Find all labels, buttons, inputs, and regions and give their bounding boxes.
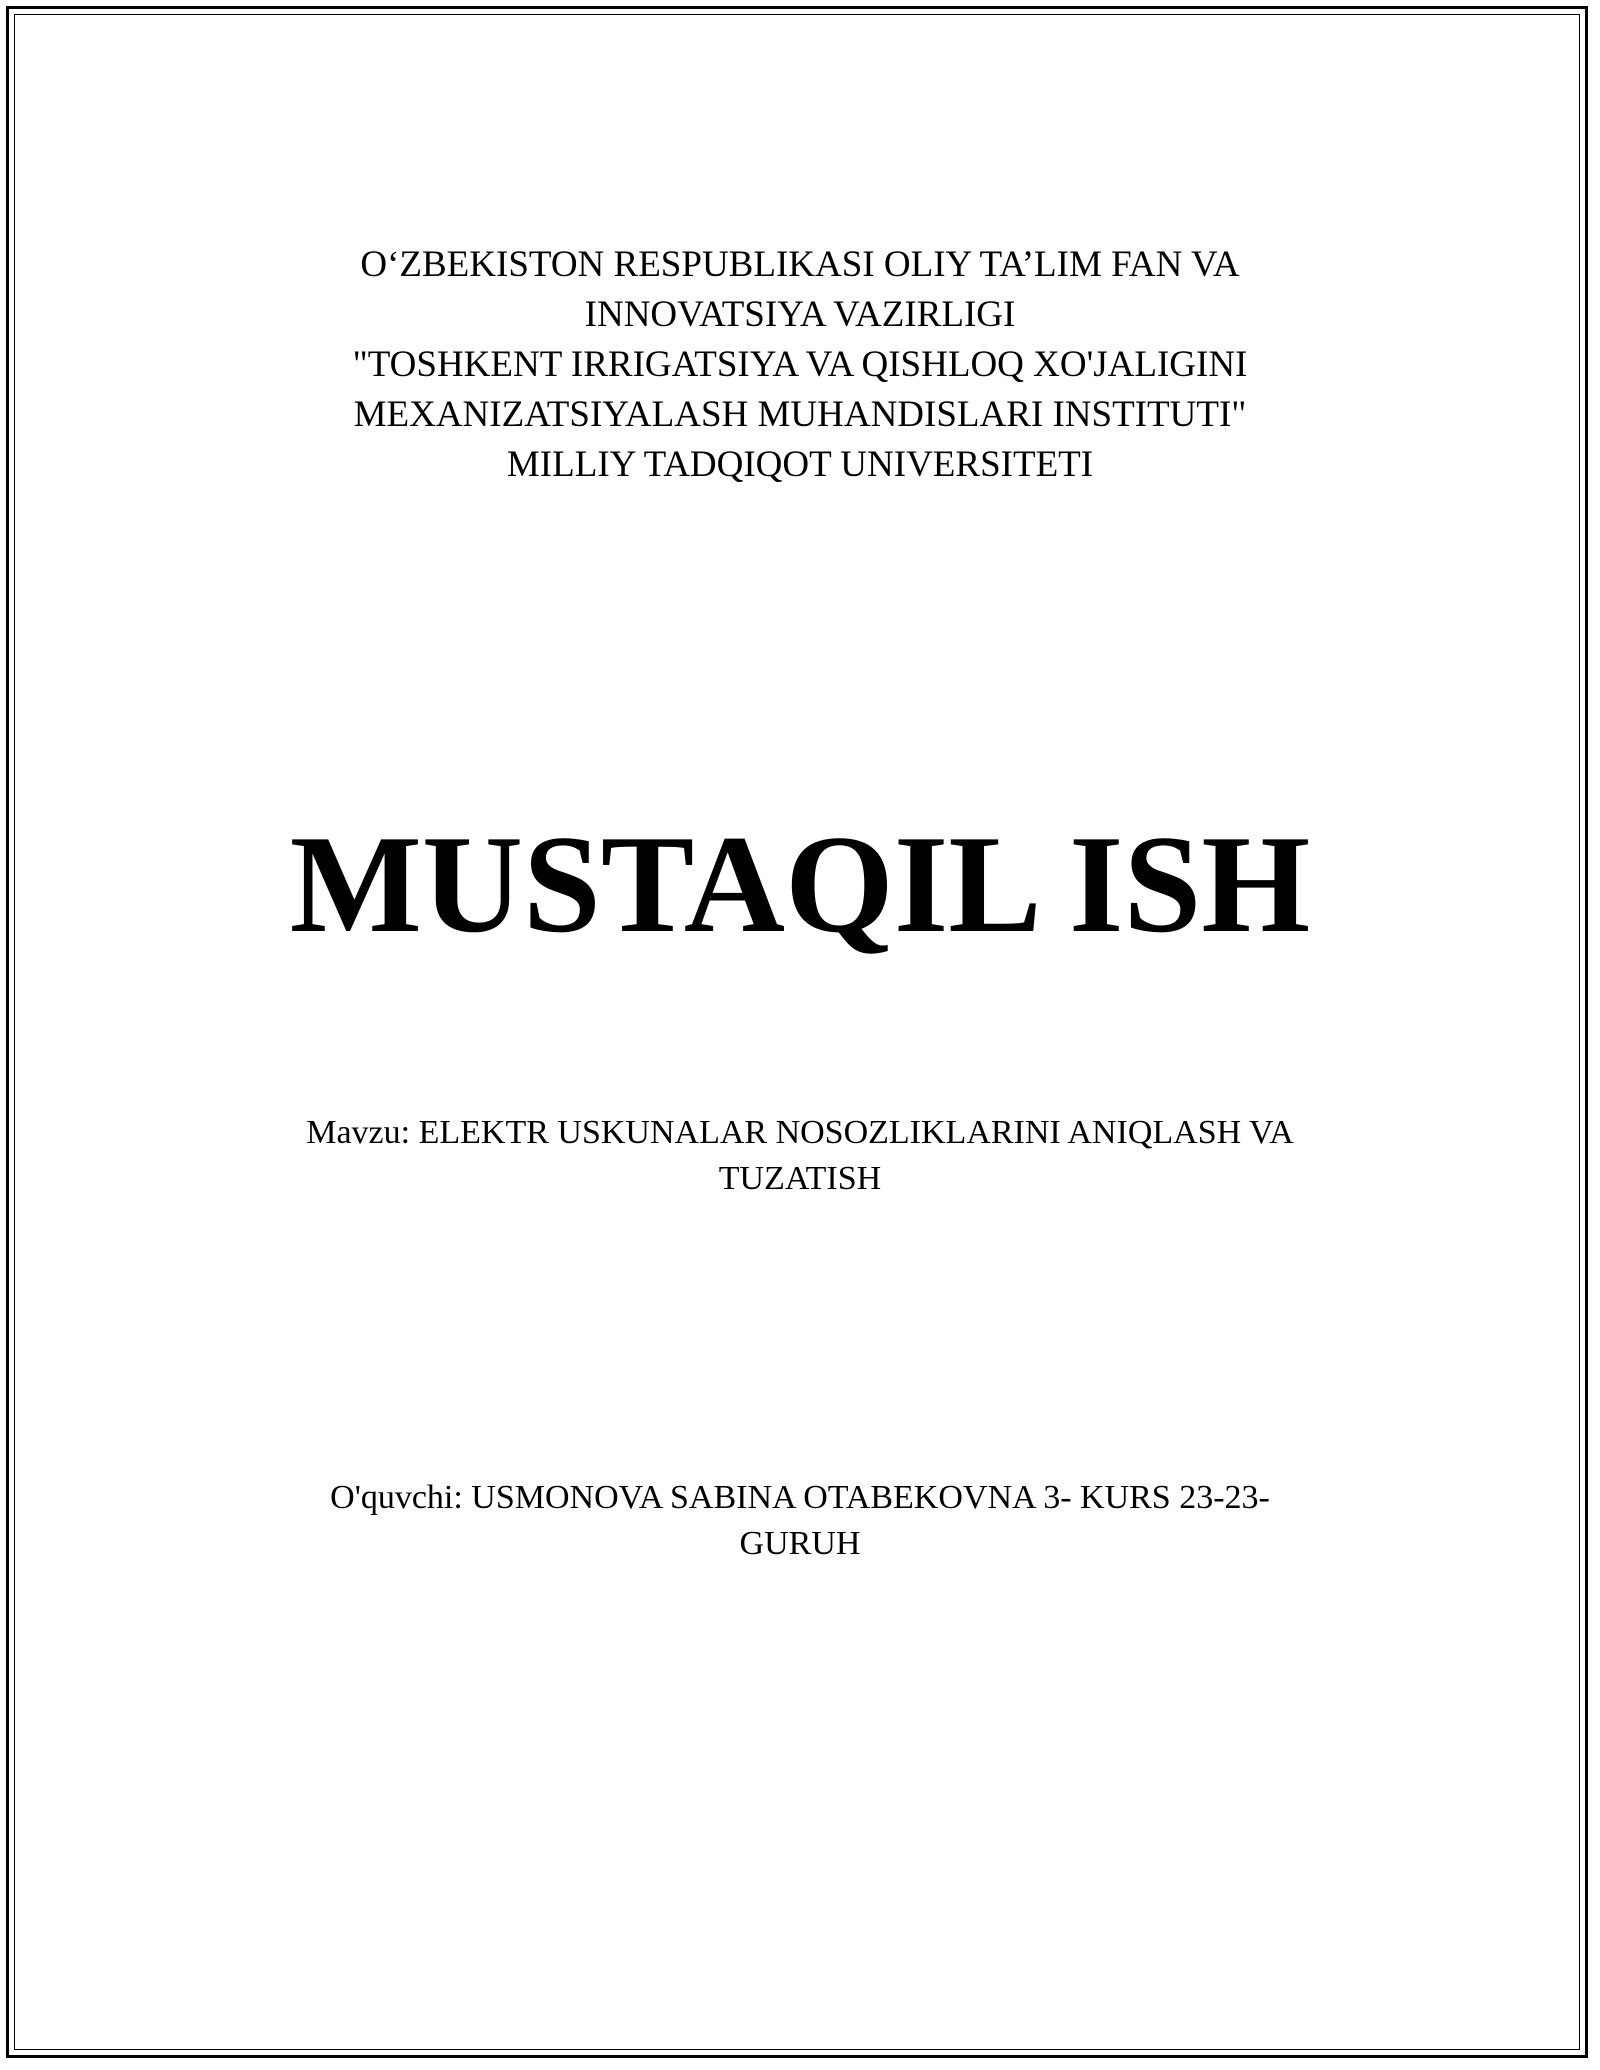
header-line-5: MILLIY TADQIQOT UNIVERSITETI [506,444,1094,485]
student-line-1: O'quvchi: USMONOVA SABINA OTABEKOVNA 3- KURS 23-23- [330,1479,1270,1516]
header-line-4: MEXANIZATSIYALASH MUHANDISLARI INSTITUTI" [353,394,1247,435]
topic-line-2: TUZATISH [718,1160,882,1197]
topic [220,1110,1380,1202]
institution-header [200,240,1400,490]
document-title: MUSTAQIL ISH [289,807,1311,962]
student-info [220,1475,1380,1567]
header-line-1: O‘ZBEKISTON RESPUBLIKASI OLIY TA’LIM FAN VA [360,244,1240,285]
student-line-2: GURUH [739,1525,861,1562]
topic-line-1: Mavzu: ELEKTR USKUNALAR NOSOZLIKLARINI ANIQLASH VA [306,1114,1294,1151]
header-line-3: "TOSHKENT IRRIGATSIYA VA QISHLOQ XO'JALIGINI [352,344,1248,385]
header-line-2: INNOVATSIYA VAZIRLIGI [584,294,1016,335]
